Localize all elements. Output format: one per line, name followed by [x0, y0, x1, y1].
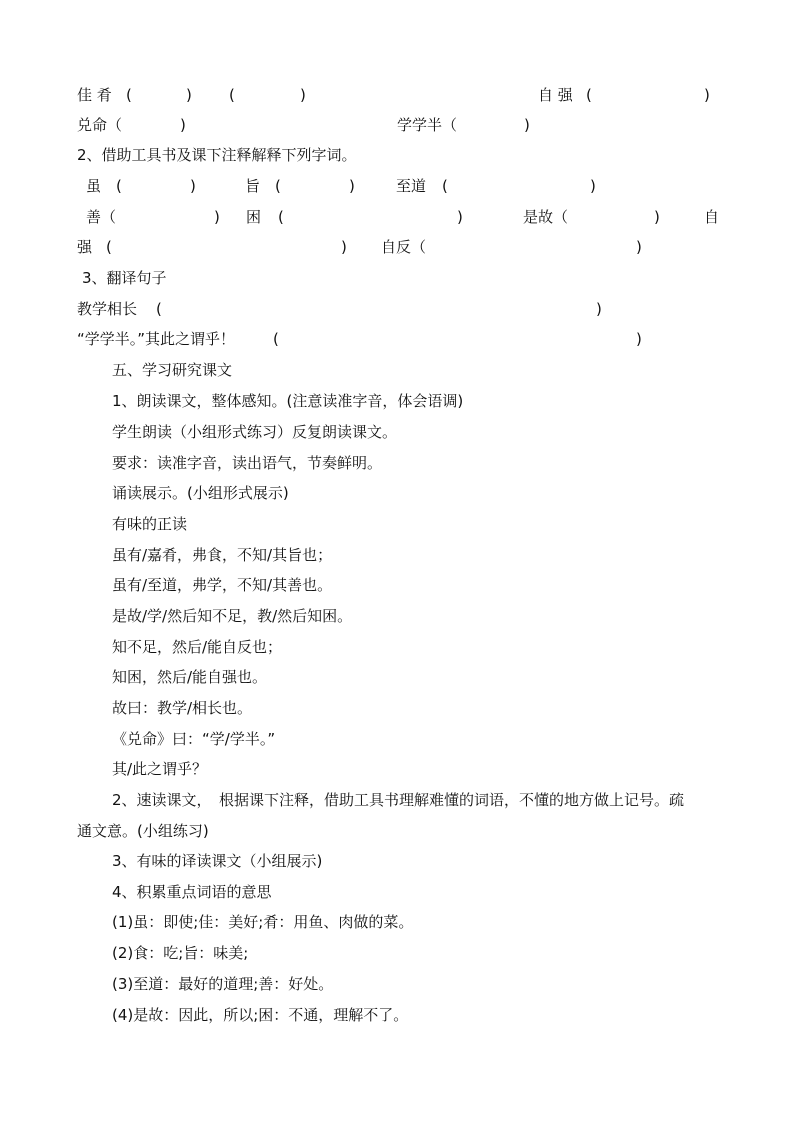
word-qiang: 强: [77, 238, 93, 256]
definition-line: (1)虽：即使;佳：美好;肴：用鱼、肉做的菜。: [112, 913, 414, 931]
word-shigu: 是故（: [523, 208, 569, 226]
answer-paren-close: ): [180, 116, 186, 134]
word-shan: 善（: [86, 208, 117, 226]
answer-paren-open: (: [278, 208, 284, 226]
step-2-line-2: 通文意。(小组练习): [77, 822, 209, 840]
body-line: 要求：读准字音，读出语气，节奏鲜明。: [112, 454, 383, 472]
word-zhidao: 至道: [396, 177, 427, 195]
answer-paren-close: ): [190, 177, 196, 195]
section-heading: 五、学习研究课文: [112, 361, 233, 379]
body-line: 其/此之谓乎？: [112, 760, 208, 778]
answer-paren-close: ): [524, 116, 530, 134]
question-3-heading: 3、翻译句子: [82, 269, 167, 287]
sentence-jiaoxue: 教学相长: [77, 300, 138, 318]
answer-paren-open: (: [586, 86, 592, 104]
answer-paren-close: ): [636, 238, 642, 256]
word-zhi: 旨: [245, 177, 261, 195]
body-line: 诵读展示。(小组形式展示): [112, 484, 289, 502]
word-yueming: 兑命（: [77, 116, 123, 134]
answer-paren-open: (: [275, 177, 281, 195]
answer-paren-close: ): [596, 300, 602, 318]
question-2-heading: 2、借助工具书及课下注释解释下列字词。: [77, 146, 357, 164]
word-jiayao: 佳 肴: [77, 86, 112, 104]
body-line: 3、有味的译读课文（小组展示): [112, 852, 323, 870]
body-line: 《兑命》曰：“学/学半。”: [112, 730, 276, 748]
word-xuexueban: 学学半（: [397, 116, 458, 134]
answer-paren-close: ): [654, 208, 660, 226]
body-line: 4、积累重点词语的意思: [112, 883, 272, 901]
body-line: 知不足，然后/能自反也；: [112, 638, 283, 656]
definition-line: (4)是故：因此，所以;困：不通，理解不了。: [112, 1006, 409, 1024]
word-zifan: 自反（: [381, 238, 427, 256]
body-line: 虽有/至道，弗学，不知/其善也。: [112, 576, 333, 594]
body-line: 学生朗读（小组形式练习）反复朗读课文。: [112, 423, 398, 441]
word-zi: 自: [704, 208, 720, 226]
body-line: 故曰：教学/相长也。: [112, 699, 253, 717]
body-line: 是故/学/然后知不足，教/然后知困。: [112, 607, 353, 625]
answer-paren-close: ): [590, 177, 596, 195]
answer-paren-open: (: [442, 177, 448, 195]
answer-paren-close: ): [704, 86, 710, 104]
answer-paren-close: ): [300, 86, 306, 104]
word-kun: 困: [246, 208, 262, 226]
answer-paren-open: (: [126, 86, 132, 104]
answer-paren-close: ): [186, 86, 192, 104]
body-line: 虽有/嘉肴，弗食，不知/其旨也；: [112, 546, 333, 564]
body-line: 有味的正读: [112, 515, 188, 533]
body-line: 1、朗读课文，整体感知。(注意读准字音，体会语调): [112, 392, 464, 410]
answer-paren-close: ): [349, 177, 355, 195]
answer-paren-close: ): [341, 238, 347, 256]
answer-paren-open: (: [106, 238, 112, 256]
definition-line: (2)食：吃;旨：味美;: [112, 944, 249, 962]
answer-paren-open: (: [229, 86, 235, 104]
answer-paren-close: ): [457, 208, 463, 226]
word-sui: 虽: [86, 177, 102, 195]
answer-paren-open: (: [273, 330, 279, 348]
answer-paren-close: ): [214, 208, 220, 226]
answer-paren-open: (: [156, 300, 162, 318]
body-line: 知困，然后/能自强也。: [112, 668, 268, 686]
sentence-quote: “学学半。”其此之谓乎！: [77, 330, 236, 348]
word-ziqiang: 自 强: [538, 86, 573, 104]
answer-paren-open: (: [116, 177, 122, 195]
answer-paren-close: ): [636, 330, 642, 348]
step-2-line-1: 2、速读课文， 根据课下注释，借助工具书理解难懂的词语，不懂的地方做上记号。疏: [112, 791, 685, 809]
definition-line: (3)至道：最好的道理;善：好处。: [112, 975, 334, 993]
